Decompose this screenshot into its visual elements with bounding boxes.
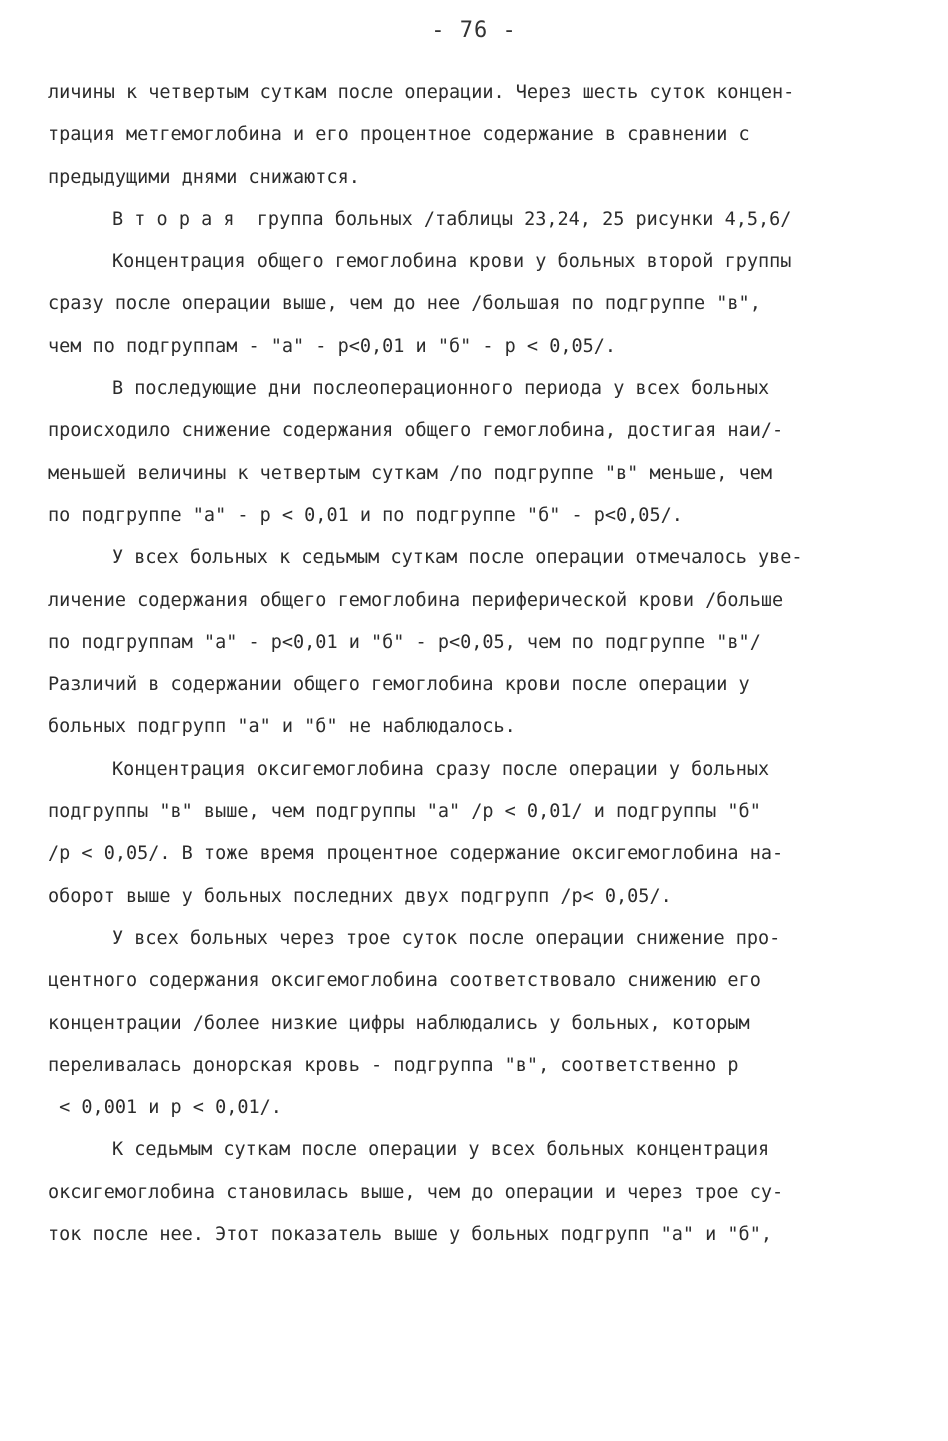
text-line: ток после нее. Этот показатель выше у больных подгрупп "а" и "б",: [48, 1224, 772, 1246]
text-line: /р < 0,05/. В тоже время процентное содержание оксигемоглобина на-: [48, 843, 784, 865]
text-line: концентрации /более низкие цифры наблюдались у больных, которым: [48, 1012, 750, 1034]
text-line: В последующие дни послеоперационного периода у всех больных: [112, 378, 770, 400]
text-line: меньшей величины к четвертым суткам /по подгруппе "в" меньше, чем: [48, 462, 772, 484]
text-line: Концентрация оксигемоглобина сразу после операции у больных: [112, 758, 770, 780]
text-line: переливалась донорская кровь - подгруппа "в", соответственно р: [48, 1054, 739, 1076]
text-line: предыдущими днями снижаются.: [48, 166, 360, 188]
body-text: [48, 72, 908, 1256]
text-line: трация метгемоглобина и его процентное содержание в сравнении с: [48, 124, 750, 146]
text-line: Концентрация общего гемоглобина крови у больных второй группы: [112, 251, 792, 273]
text-line: К седьмым суткам после операции у всех больных концентрация: [112, 1139, 770, 1161]
text-line: личины к четвертым суткам после операции. Через шесть суток концен-: [48, 82, 795, 103]
text-line: больных подгрупп "а" и "б" не наблюдалось.: [48, 716, 516, 738]
text-line: оборот выше у больных последних двух подгрупп /р< 0,05/.: [48, 885, 672, 907]
text-line: Различий в содержании общего гемоглобина крови после операции у: [48, 674, 750, 696]
text-line: У всех больных через трое суток после операции снижение про-: [112, 927, 781, 949]
text-line: центного содержания оксигемоглобина соответствовало снижению его: [48, 970, 761, 992]
text-line: личение содержания общего гемоглобина периферической крови /больше: [48, 589, 784, 611]
text-line: У всех больных к седьмым суткам после операции отмечалось уве-: [112, 547, 803, 569]
text-line: подгруппы "в" выше, чем подгруппы "а" /р < 0,01/ и подгруппы "б": [48, 801, 761, 823]
text-line: оксигемоглобина становилась выше, чем до операции и через трое су-: [48, 1181, 784, 1203]
text-line: по подгруппам "а" - р<0,01 и "б" - р<0,05, чем по подгруппе "в"/: [48, 631, 761, 653]
text-line: чем по подгруппам - "а" - р<0,01 и "б" - р < 0,05/.: [48, 335, 617, 357]
text-line: по подгруппе "а" - р < 0,01 и по подгруппе "б" - р<0,05/.: [48, 504, 683, 526]
page-number: - 76 -: [431, 18, 517, 43]
text-line: сразу после операции выше, чем до нее /большая по подгруппе "в",: [48, 293, 761, 315]
text-line: происходило снижение содержания общего гемоглобина, достигая наи/-: [48, 420, 784, 442]
text-line: < 0,001 и р < 0,01/.: [48, 1097, 282, 1119]
text-line: В т о р а я группа больных /таблицы 23,24, 25 рисунки 4,5,6/: [112, 208, 792, 230]
